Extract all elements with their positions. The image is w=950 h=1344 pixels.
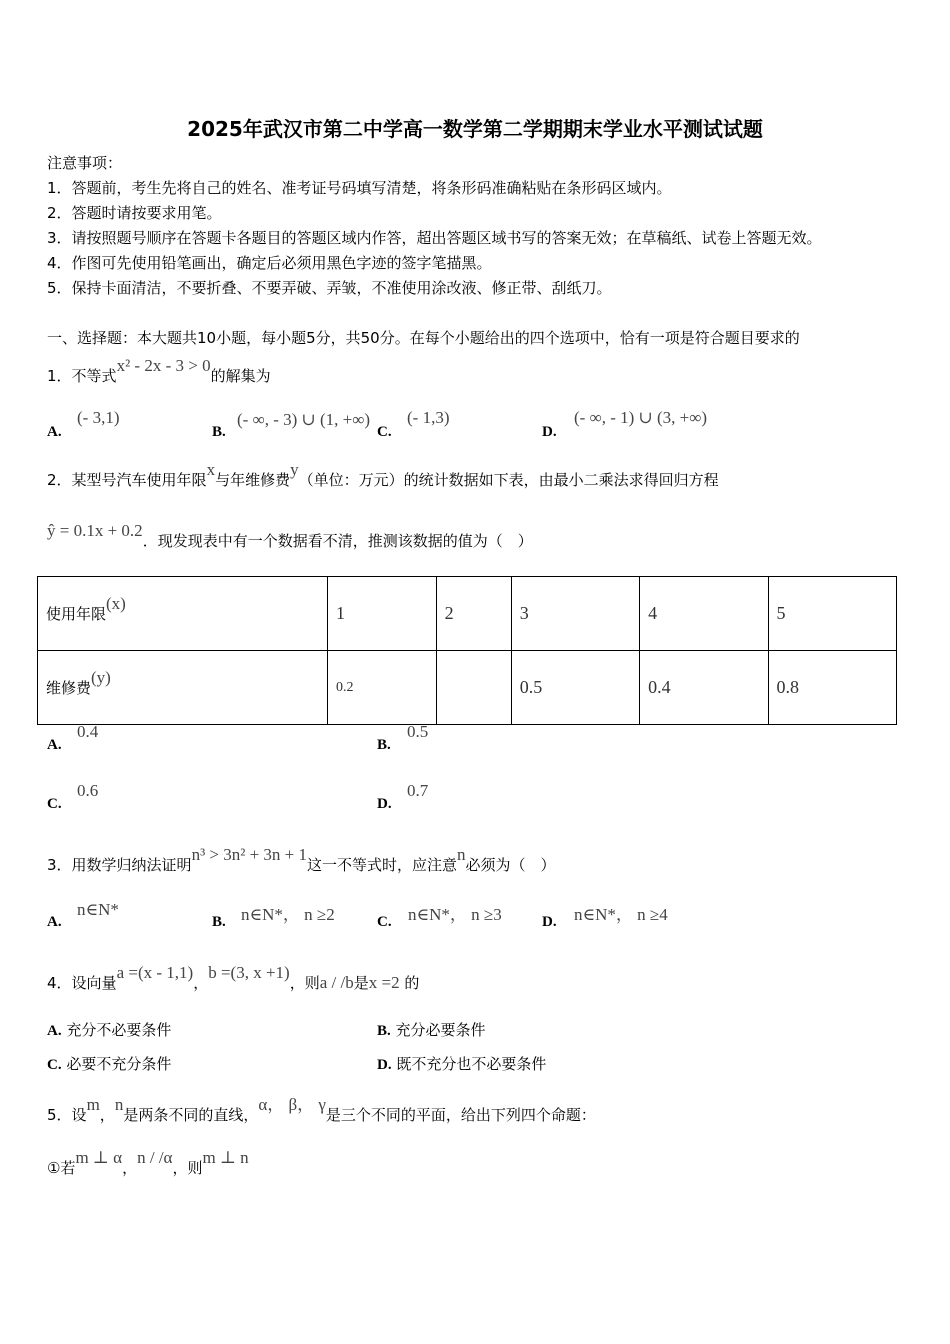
table-row [38, 577, 897, 651]
q-text: 用数学归纳法证明 [71, 856, 192, 874]
math: n [457, 845, 466, 864]
q-text: ．现发现表中有一个数据看不清，推测该数据的值为（ ） [142, 532, 533, 550]
option-label: B. [377, 737, 391, 753]
q-text: ， [122, 1159, 138, 1177]
q-text: 与年维修费 [215, 471, 291, 489]
q-text: 不等式 [71, 367, 117, 385]
q-text: 是三个不同的平面，给出下列四个命题： [325, 1106, 596, 1124]
option-label: C. [377, 914, 392, 930]
option-label: A. [47, 1023, 62, 1039]
option-value: 0.7 [407, 781, 429, 800]
option-value: 0.4 [77, 722, 99, 741]
math: x² - 2x - 3 > 0 [116, 356, 211, 375]
note-line: 4．作图可先使用铅笔画出，确定后必须用黑色字迹的签字笔描黑。 [47, 254, 492, 272]
q-num: 2． [47, 471, 72, 489]
q-text: 是 [353, 974, 369, 992]
math: (y) [91, 668, 111, 687]
option-value: n∈N*， n ≥2 [241, 905, 335, 924]
data-table [37, 576, 897, 725]
option-value: 充分不必要条件 [66, 1021, 172, 1039]
option-value: (- 1,3) [407, 408, 450, 427]
math: m ⊥ α [75, 1148, 123, 1167]
q5-proposition-1 [47, 1148, 249, 1178]
q-text: 是两条不同的直线， [123, 1106, 259, 1124]
option-value: 既不充分也不必要条件 [396, 1055, 547, 1073]
option-value: 0.5 [407, 722, 429, 741]
note-line: 2．答题时请按要求用笔。 [47, 204, 222, 222]
q-text: ①若 [47, 1159, 76, 1177]
math: m ⊥ n [202, 1148, 249, 1167]
q3-options [47, 900, 927, 930]
q-text: 设向量 [71, 974, 117, 992]
option-value: (- ∞, - 3) ∪ (1, +∞) [237, 410, 371, 429]
q4-option [377, 1053, 546, 1074]
table-cell: 0.2 [328, 651, 437, 725]
option-label: B. [212, 424, 226, 440]
math: ŷ = 0.1x + 0.2 [47, 521, 143, 540]
math: b =(3, x +1) [208, 963, 290, 982]
q1-options [47, 408, 927, 438]
math: x =2 [368, 973, 400, 992]
q-num: 4． [47, 974, 72, 992]
q4-option [47, 1019, 171, 1040]
q-text: 设 [71, 1106, 87, 1124]
option-value: 充分必要条件 [395, 1021, 486, 1039]
q-text: 的解集为 [210, 367, 271, 385]
table-cell: 3 [511, 577, 639, 651]
q2-equation-line [47, 521, 533, 551]
q-text: 必须为（ ） [465, 856, 556, 874]
option-label: C. [377, 424, 392, 440]
option-value: (- 3,1) [77, 408, 120, 427]
q-text: ， [99, 1106, 115, 1124]
option-label: C. [47, 1057, 62, 1073]
math: n / /α [137, 1148, 173, 1167]
option-label: B. [377, 1023, 391, 1039]
q-num: 3． [47, 856, 72, 874]
question-2 [47, 460, 719, 490]
option-value: 0.6 [77, 781, 99, 800]
q-text: ，则 [289, 974, 320, 992]
option-label: D. [377, 1057, 392, 1073]
table-cell [38, 651, 328, 725]
question-3 [47, 845, 556, 875]
question-4 [47, 963, 420, 993]
option-value: (- ∞, - 1) ∪ (3, +∞) [574, 408, 708, 427]
table-row [38, 651, 897, 725]
page-title: 2025年武汉市第二中学高一数学第二学期期末学业水平测试试题 [187, 117, 763, 141]
q-num: 5． [47, 1106, 72, 1124]
table-cell: 2 [436, 577, 511, 651]
q-num: 1． [47, 367, 72, 385]
section-heading: 一、选择题：本大题共10小题，每小题5分，共50分。在每个小题给出的四个选项中，恰有一项是符合题目要求的 [47, 329, 800, 347]
option-label: A. [47, 737, 62, 753]
question-1 [47, 356, 271, 386]
math: y [290, 460, 299, 479]
q4-option [377, 1019, 486, 1040]
q-text: ， [193, 974, 209, 992]
math: x [206, 460, 216, 479]
table-cell: 5 [768, 577, 896, 651]
math: m [86, 1095, 100, 1114]
question-5 [47, 1095, 596, 1125]
option-value: n∈N* [77, 900, 119, 919]
option-label: D. [377, 796, 392, 812]
note-line: 5．保持卡面清洁，不要折叠、不要弄破、弄皱，不准使用涂改液、修正带、刮纸刀。 [47, 279, 612, 297]
option-label: B. [212, 914, 226, 930]
math: n³ > 3n² + 3n + 1 [191, 845, 308, 864]
q4-option [47, 1053, 171, 1074]
option-label: D. [542, 424, 557, 440]
table-cell [38, 577, 328, 651]
row-label: 使用年限 [46, 605, 107, 623]
option-value: n∈N*， n ≥4 [574, 905, 668, 924]
option-label: A. [47, 914, 62, 930]
math: (x) [106, 594, 126, 613]
note-line: 3．请按照题号顺序在答题卡各题目的答题区域内作答，超出答题区域书写的答案无效；在草稿纸、试卷上答题无效。 [47, 229, 822, 247]
table-cell: 0.8 [768, 651, 896, 725]
note-line: 注意事项： [47, 154, 123, 172]
q-text: 的 [404, 974, 420, 992]
table-cell [436, 651, 511, 725]
table-cell: 4 [640, 577, 768, 651]
math: a / /b [319, 973, 354, 992]
math: a =(x - 1,1) [116, 963, 194, 982]
table-cell: 0.5 [511, 651, 639, 725]
table-cell: 0.4 [640, 651, 768, 725]
option-label: A. [47, 424, 62, 440]
table-cell: 1 [328, 577, 437, 651]
math: α， β， γ [258, 1095, 326, 1114]
q-text: （单位：万元）的统计数据如下表，由最小二乘法求得回归方程 [298, 471, 719, 489]
row-label: 维修费 [46, 679, 92, 697]
math: n [114, 1095, 124, 1114]
q-text: 某型号汽车使用年限 [71, 471, 207, 489]
option-label: D. [542, 914, 557, 930]
option-label: C. [47, 796, 62, 812]
option-value: n∈N*， n ≥3 [408, 905, 502, 924]
option-value: 必要不充分条件 [66, 1055, 172, 1073]
note-line: 1．答题前，考生先将自己的姓名、准考证号码填写清楚，将条形码准确粘贴在条形码区域内。 [47, 179, 672, 197]
q-text: 这一不等式时，应注意 [307, 856, 458, 874]
q-text: ，则 [172, 1159, 203, 1177]
